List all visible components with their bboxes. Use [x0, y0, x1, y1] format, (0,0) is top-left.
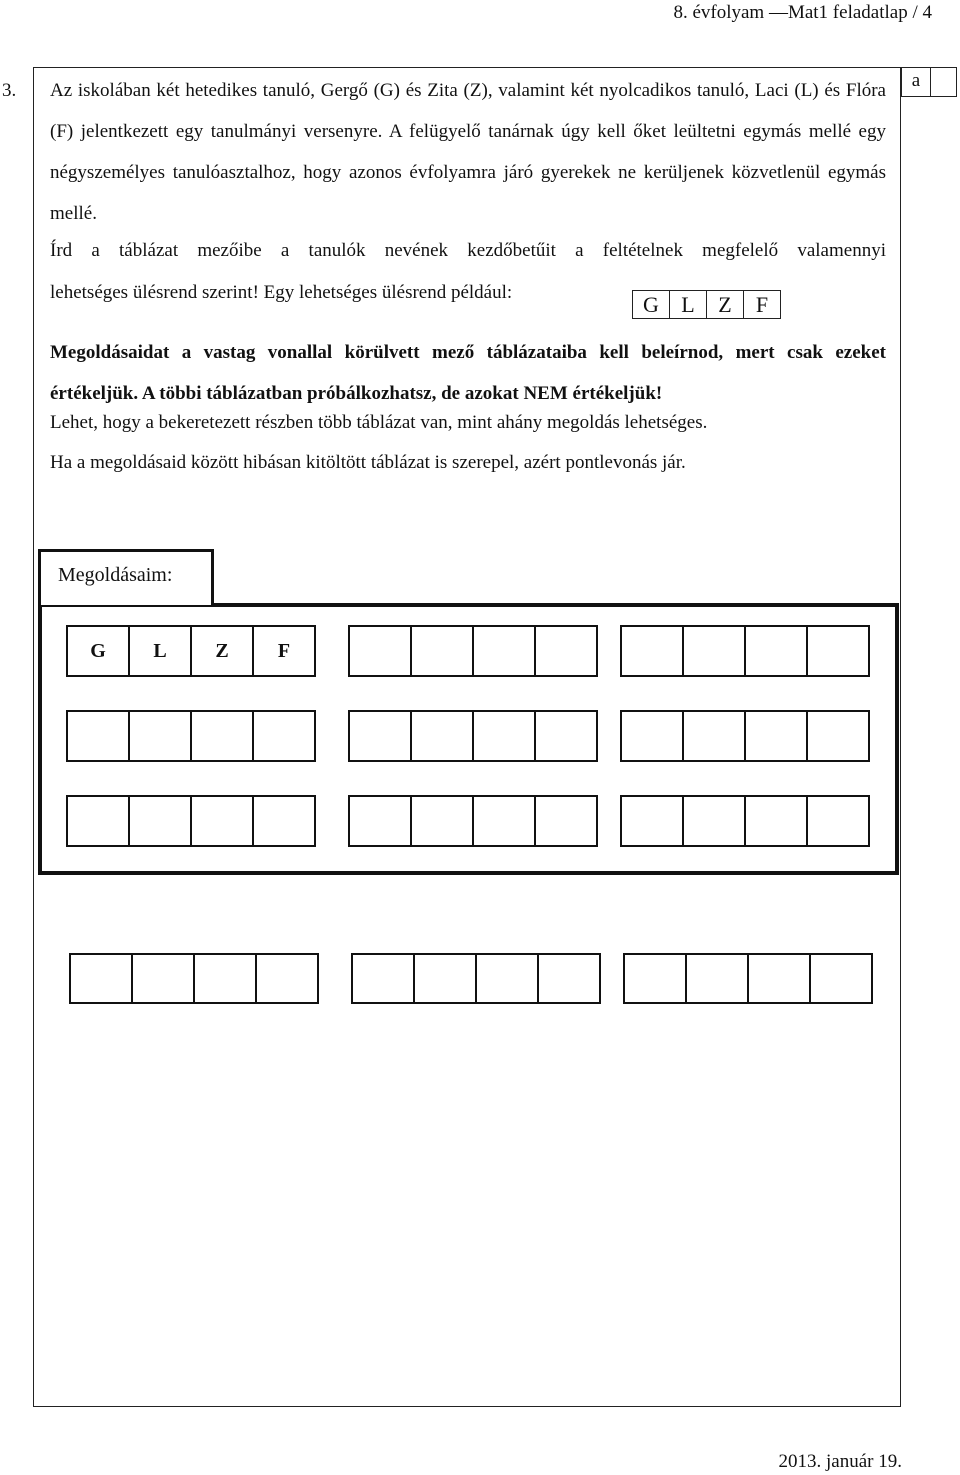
- grading-note: Megoldásaidat a vastag vonallal körülvett mező táblázataiba kell beleírnod, mert csak ezeket értékeljük. A többi táblázatban próbálkozhatsz, de azokat NEM értékeljük!: [50, 342, 886, 404]
- seat-cell[interactable]: [683, 626, 745, 676]
- seat-cell[interactable]: [683, 711, 745, 761]
- instruction-line-1: Írd a táblázat mezőibe a tanulók nevének kezdőbetűit a feltételnek megfelelő valamennyi: [50, 240, 886, 261]
- seat-cell[interactable]: [473, 626, 535, 676]
- seat-cell[interactable]: [411, 711, 473, 761]
- scratch-table[interactable]: [69, 953, 319, 1004]
- seat-cell[interactable]: F: [253, 626, 315, 676]
- scratch-table[interactable]: [351, 953, 601, 1004]
- note-more-tables: Lehet, hogy a bekeretezett részben több táblázat van, mint ahány megoldás lehetséges.: [50, 412, 708, 433]
- seat-cell[interactable]: [535, 626, 597, 676]
- instruction-line-2: lehetséges ülésrend szerint! Egy lehetséges ülésrend például:: [50, 282, 513, 303]
- seat-cell[interactable]: [473, 796, 535, 846]
- seat-cell[interactable]: Z: [191, 626, 253, 676]
- seat-cell[interactable]: [810, 954, 872, 1003]
- example-cell: Z: [707, 291, 744, 319]
- seat-cell[interactable]: [349, 711, 411, 761]
- example-cell: F: [744, 291, 781, 319]
- seat-cell[interactable]: [807, 796, 869, 846]
- task-number: 3.: [2, 80, 17, 101]
- example-cell: G: [633, 291, 670, 319]
- seat-cell[interactable]: [748, 954, 810, 1003]
- page-footer-date: 2013. január 19.: [778, 1451, 902, 1472]
- score-box: [901, 67, 957, 97]
- seat-cell[interactable]: [624, 954, 686, 1003]
- seat-cell[interactable]: [67, 796, 129, 846]
- seat-cell[interactable]: [253, 711, 315, 761]
- solution-table[interactable]: [620, 795, 870, 847]
- seat-cell[interactable]: [535, 796, 597, 846]
- example-cell: L: [670, 291, 707, 319]
- seat-cell[interactable]: [745, 711, 807, 761]
- seat-cell[interactable]: [621, 796, 683, 846]
- seat-cell[interactable]: [807, 626, 869, 676]
- seat-cell[interactable]: L: [129, 626, 191, 676]
- scratch-table[interactable]: [623, 953, 873, 1004]
- solution-table[interactable]: [66, 625, 316, 677]
- seat-cell[interactable]: [129, 711, 191, 761]
- seat-cell[interactable]: [476, 954, 538, 1003]
- seat-cell[interactable]: [352, 954, 414, 1003]
- solution-table[interactable]: [348, 795, 598, 847]
- seat-cell[interactable]: [621, 626, 683, 676]
- score-label: a: [911, 70, 921, 91]
- seat-cell[interactable]: [129, 796, 191, 846]
- solution-table[interactable]: [620, 710, 870, 762]
- seat-cell[interactable]: [256, 954, 318, 1003]
- example-seating-table: [632, 290, 781, 319]
- solution-table[interactable]: [66, 710, 316, 762]
- seat-cell[interactable]: [411, 796, 473, 846]
- seat-cell[interactable]: [473, 711, 535, 761]
- solution-table[interactable]: [620, 625, 870, 677]
- solution-table[interactable]: [348, 625, 598, 677]
- seat-cell[interactable]: [686, 954, 748, 1003]
- seat-cell[interactable]: [745, 626, 807, 676]
- solution-table[interactable]: [348, 710, 598, 762]
- seat-cell[interactable]: [683, 796, 745, 846]
- seat-cell[interactable]: [194, 954, 256, 1003]
- seat-cell[interactable]: [349, 796, 411, 846]
- seat-cell[interactable]: [411, 626, 473, 676]
- seat-cell[interactable]: [67, 711, 129, 761]
- seat-cell[interactable]: [745, 796, 807, 846]
- seat-cell[interactable]: [807, 711, 869, 761]
- seat-cell[interactable]: [253, 796, 315, 846]
- page-header: 8. évfolyam —Mat1 feladatlap / 4: [673, 2, 932, 23]
- seat-cell[interactable]: [349, 626, 411, 676]
- note-penalty: Ha a megoldásaid között hibásan kitöltött táblázat is szerepel, azért pontlevonás jár.: [50, 452, 686, 473]
- seat-cell[interactable]: [191, 711, 253, 761]
- solutions-label: Megoldásaim:: [38, 549, 214, 605]
- seat-cell[interactable]: [538, 954, 600, 1003]
- score-field[interactable]: [930, 68, 959, 96]
- seat-cell[interactable]: G: [67, 626, 129, 676]
- seat-cell[interactable]: [132, 954, 194, 1003]
- seat-cell[interactable]: [414, 954, 476, 1003]
- seat-cell[interactable]: [70, 954, 132, 1003]
- solution-table[interactable]: [66, 795, 316, 847]
- seat-cell[interactable]: [621, 711, 683, 761]
- seat-cell[interactable]: [535, 711, 597, 761]
- seat-cell[interactable]: [191, 796, 253, 846]
- task-description: Az iskolában két hetedikes tanuló, Gergő (G) és Zita (Z), valamint két nyolcadikos tanuló, Laci (L) és Flóra (F) jelentkezett egy tanulmányi versenyre. A felügyelő tanárnak úgy kell őket leültetni egymás mellé egy négyszemélyes tanulóasztalhoz, hogy azonos évfolyamra járó gyerekek ne kerüljenek közvetlenül egymás mellé.: [50, 80, 886, 224]
